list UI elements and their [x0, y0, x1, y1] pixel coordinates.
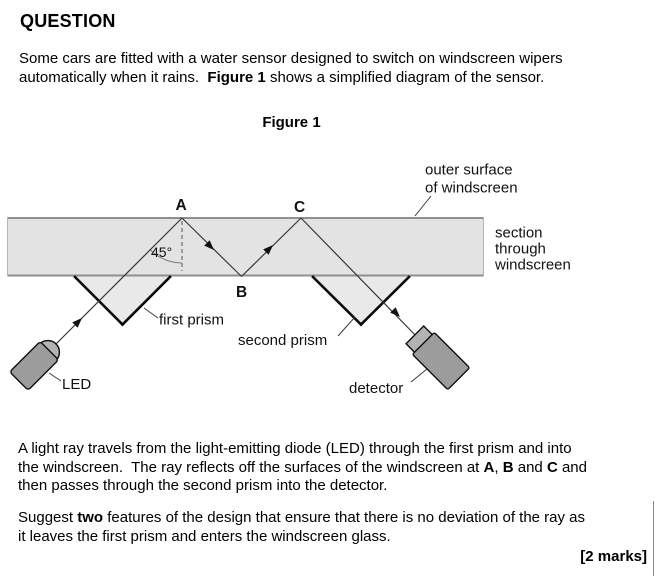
arrowhead-detector-ray [390, 307, 402, 319]
label-second-prism: second prism [238, 332, 328, 349]
description-line-2 [18, 459, 587, 478]
question-paragraph [18, 509, 585, 546]
intro-paragraph [19, 50, 563, 87]
second-prism-shape [313, 276, 409, 326]
sep-2: and [513, 458, 547, 476]
label-point-b: B [236, 284, 248, 301]
description-line-1: A light ray travels from the light-emitting diode (LED) through the first prism and into [18, 440, 572, 457]
question-line1-text: Suggest [18, 509, 78, 526]
description-line2-text: the windscreen. The ray reflects off the surfaces of the windscreen at [18, 458, 484, 476]
label-outer-surface-1: outer surface [425, 161, 513, 179]
figure-reference: Figure 1 [207, 68, 266, 86]
outer-surface-leader [415, 196, 431, 216]
answer-margin-rule [653, 501, 654, 576]
label-point-c: C [294, 199, 306, 216]
bold-c: C [546, 458, 558, 476]
label-angle-45: 45° [151, 244, 173, 260]
first-prism-leader [144, 308, 158, 318]
led-leader [49, 373, 61, 381]
question-line1-tail: features of the design that ensure that there is no deviation of the ray as [103, 509, 586, 526]
bold-a: A [483, 458, 495, 476]
first-prism-shape [75, 276, 170, 326]
marks-badge: [2 marks] [580, 548, 647, 565]
label-section-3: windscreen [495, 256, 571, 274]
label-led: LED [62, 376, 92, 393]
label-section-1: section [495, 224, 543, 242]
label-point-a: A [175, 197, 187, 214]
label-first-prism: first prism [159, 311, 224, 329]
bold-b: B [502, 458, 514, 476]
description-paragraph [18, 440, 587, 496]
second-prism-leader [338, 317, 355, 336]
label-section-2: through [495, 240, 546, 258]
bold-two: two [77, 509, 104, 526]
sep-1: , [494, 458, 503, 476]
detector-leader [411, 369, 427, 382]
page-title: QUESTION [20, 11, 116, 31]
description-line2-tail: and [557, 458, 587, 476]
question-line-1 [18, 509, 585, 528]
intro-line-1: Some cars are fitted with a water sensor designed to switch on windscreen wipers [19, 50, 563, 67]
intro-line2-text: automatically when it rains. [19, 68, 208, 86]
question-line-2: it leaves the first prism and enters the windscreen glass. [18, 527, 391, 545]
windscreen-band [7, 217, 484, 276]
sensor-diagram [0, 140, 667, 420]
intro-line2-tail: shows a simplified diagram of the sensor. [265, 68, 545, 86]
description-line-3: then passes through the second prism into the detector. [18, 477, 388, 494]
figure-caption: Figure 1 [262, 114, 321, 131]
label-outer-surface-2: of windscreen [425, 179, 518, 197]
label-detector: detector [349, 380, 404, 397]
intro-line-2 [19, 69, 563, 88]
